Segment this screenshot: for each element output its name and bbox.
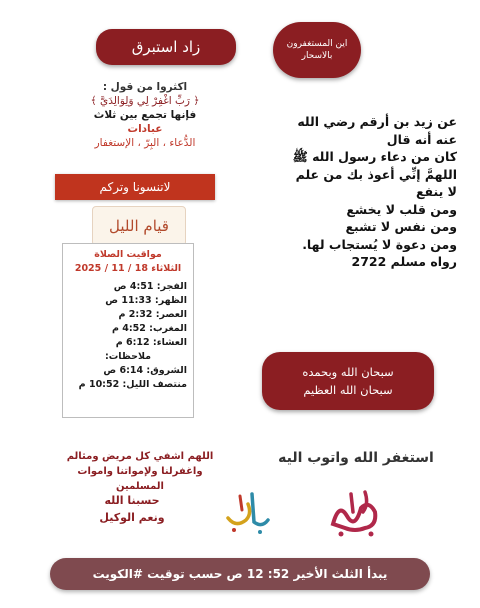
yarab-calligraphy-icon: [222, 484, 274, 536]
hadith-line-4: اللهمَّ إنِّي أعوذ بك من علم: [295, 166, 457, 182]
midnight-time: منتصف الليل: 10:52 م: [78, 379, 187, 390]
advice-line-3: فإنها تجمع بين ثلاث: [93, 109, 197, 121]
fajr-time: الفجر: 4:51 ص: [113, 281, 187, 292]
advice-line-1: اكثروا من قول :: [102, 81, 188, 93]
tasbih-pill: [262, 352, 434, 410]
hasbuna-line-1: حسبنا الله: [104, 494, 160, 507]
shuruq-time: الشروق: 6:14 ص: [103, 365, 187, 376]
advice-line-5: الدُّعاء ، البِرّ ، الإستغفار: [94, 137, 196, 149]
dont-forget-witr-banner: لاتنسونا وتركم: [55, 174, 215, 200]
badge-line-2: بالاسحار: [301, 51, 333, 61]
hadith-line-3: كان من دعاء رسول الله ﷺ: [292, 149, 457, 164]
hadith-line-6: ومن قلب لا يخشع: [346, 201, 457, 217]
tasbih-line-2: سبحان الله العظيم: [303, 383, 393, 397]
hadith-line-5: لا ينفع: [416, 184, 457, 199]
night-seekers-badge: [273, 22, 361, 78]
prayer-times-date: الثلاثاء 18 / 11 / 2025: [74, 263, 182, 274]
kun-maa-allah-calligraphy-icon: [325, 482, 385, 542]
dua-text: [55, 449, 225, 494]
hasbuna-text: [82, 492, 182, 526]
hadith-text: [247, 113, 457, 271]
advice-line-4: عبادات: [127, 123, 163, 135]
advice-block: [40, 80, 250, 150]
hadith-source: رواه مسلم 2722: [351, 254, 457, 269]
hasbuna-line-2: ونعم الوكيل: [99, 511, 165, 524]
qiyam-al-layl-calligraphy: قيام الليل: [92, 206, 186, 246]
tasbih-line-1: سبحان الله وبحمده: [302, 365, 394, 379]
zad-istabraq-banner: زاد استبرق: [96, 29, 236, 65]
hadith-line-1: عن زيد بن أرقم رضي الله: [297, 114, 457, 129]
dhuhr-time: الظهر: 11:33 ص: [105, 295, 187, 306]
notes-label: ملاحظات:: [104, 351, 152, 362]
hadith-line-8: ومن دعوة لا يُستجاب لها.: [302, 236, 457, 252]
isha-time: العشاء: 6:12 م: [115, 337, 187, 348]
istighfar-text: استغفر الله واتوب اليه: [278, 450, 434, 466]
prayer-times-title: مواقيت الصلاة: [94, 249, 162, 260]
maghrib-time: المغرب: 4:52 م: [111, 323, 187, 334]
hadith-line-7: ومن نفس لا تشبع: [345, 219, 457, 234]
dua-line-2: واغفرلنا ولإمواتنا واموات المسلمين: [77, 466, 203, 492]
last-third-night-bar: يبدأ الثلث الأخير 52: 12 ص حسب توقيت #الكويت: [50, 558, 430, 590]
badge-line-1: اين المستغفرون: [286, 39, 348, 49]
hadith-line-2: عنه أنه قال: [386, 131, 457, 147]
advice-line-2: ﴿ رَبِّ اغْفِرْ لِي وَلِوَالِدَيَّ ﴾: [90, 95, 200, 107]
dua-line-1: اللهم اشفي كل مريض ومثالم: [66, 451, 214, 462]
prayer-times-box: [62, 243, 194, 418]
asr-time: العصر: 2:32 م: [118, 309, 187, 320]
